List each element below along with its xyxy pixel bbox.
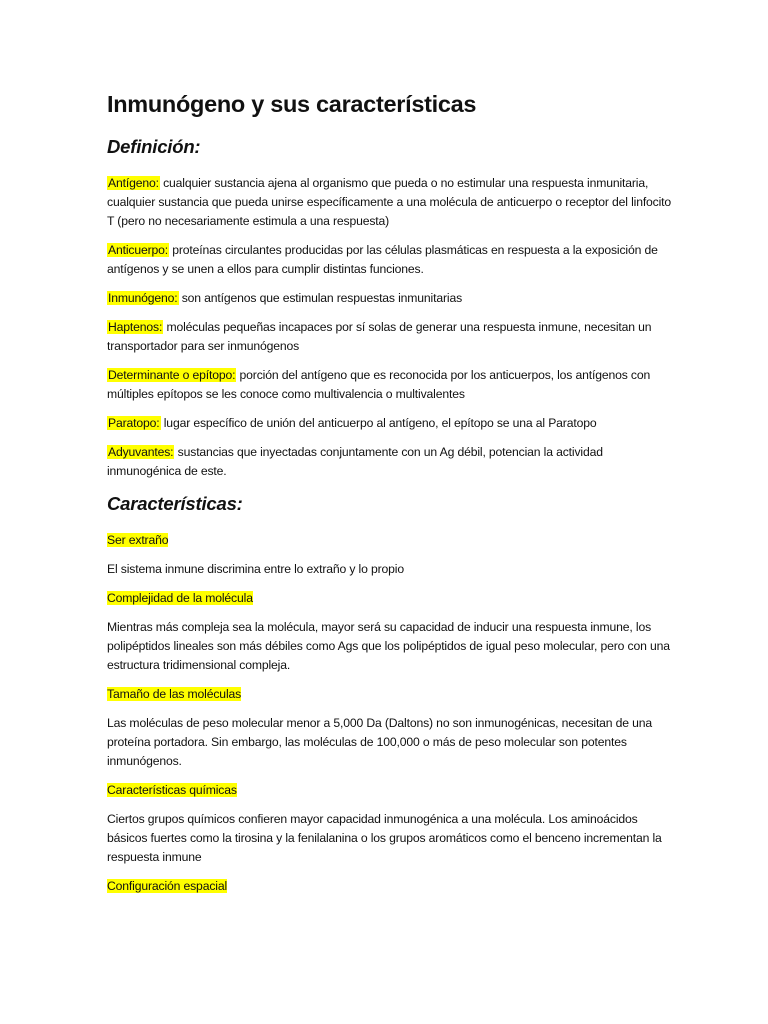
characteristic-subheading-label: Configuración espacial	[107, 879, 228, 893]
definition-term: Determinante o epítopo:	[108, 368, 236, 382]
characteristics-heading: Características:	[107, 493, 243, 514]
document-title: Inmunógeno y sus características	[107, 91, 477, 117]
characteristic-text: Mientras más compleja sea la molécula, mayor será su capacidad de inducir una respuesta inmune, los polipéptidos lineales son más débiles como Ags que los polipéptidos de igual peso molecular, pero con una estructura tridimensional compleja.	[107, 620, 670, 672]
definition-term: Antígeno:	[108, 176, 159, 190]
definition-text: lugar específico de unión del anticuerpo al antígeno, el epítopo se una al Paratopo	[160, 416, 597, 430]
characteristic-subheading-label: Ser extraño	[107, 533, 169, 547]
characteristic-subheading-label: Complejidad de la molécula	[107, 591, 253, 605]
definition-item	[107, 289, 678, 308]
definition-term: Inmunógeno:	[108, 291, 178, 305]
definition-item	[107, 174, 678, 231]
definition-text: moléculas pequeñas incapaces por sí solas de generar una respuesta inmune, necesitan un transportador para ser inmunógenos	[107, 320, 652, 353]
characteristic-subheading-label: Tamaño de las moléculas	[107, 687, 242, 701]
definition-term: Haptenos:	[108, 320, 163, 334]
characteristic-subheading	[107, 589, 678, 608]
definition-term: Adyuvantes:	[108, 445, 174, 459]
definition-item	[107, 318, 678, 356]
definition-item	[107, 241, 678, 279]
definition-text: porción del antígeno que es reconocida por los anticuerpos, los antígenos con múltiples epítopos se les conoce como multivalencia o multivalentes	[107, 368, 651, 401]
definition-text: cualquier sustancia ajena al organismo que pueda o no estimular una respuesta inmunitaria, cualquier sustancia que pueda unirse específicamente a una molécula de anticuerpo o receptor del linfocito T (pero no necesariamente estimula a una respuesta)	[107, 176, 672, 228]
definition-text: son antígenos que estimulan respuestas inmunitarias	[178, 291, 463, 305]
definition-term: Paratopo:	[108, 416, 160, 430]
characteristic-subheading	[107, 685, 678, 704]
definitions-heading: Definición:	[107, 136, 201, 157]
characteristic-subheading-label: Características químicas	[107, 783, 237, 797]
characteristic-subheading	[107, 877, 678, 896]
definition-item	[107, 366, 678, 404]
definition-item	[107, 414, 678, 433]
characteristic-text: Ciertos grupos químicos confieren mayor capacidad inmunogénica a una molécula. Los aminoácidos básicos fuertes como la tirosina y la fenilalanina o los grupos aromáticos como el benceno incrementan la respuesta inmune	[107, 812, 662, 864]
definition-term: Anticuerpo:	[108, 243, 169, 257]
characteristic-text: El sistema inmune discrimina entre lo extraño y lo propio	[107, 562, 404, 576]
characteristic-text: Las moléculas de peso molecular menor a 5,000 Da (Daltons) no son inmunogénicas, necesitan de una proteína portadora. Sin embargo, las moléculas de 100,000 o más de peso molecular son potentes inmunógenos.	[107, 716, 653, 768]
definition-text: sustancias que inyectadas conjuntamente con un Ag débil, potencian la actividad inmunogénica de este.	[107, 445, 603, 478]
characteristic-subheading	[107, 781, 678, 800]
characteristic-subheading	[107, 531, 678, 550]
definition-item	[107, 443, 678, 481]
definition-text: proteínas circulantes producidas por las células plasmáticas en respuesta a la exposición de antígenos y se unen a ellos para cumplir distintas funciones.	[107, 243, 658, 276]
